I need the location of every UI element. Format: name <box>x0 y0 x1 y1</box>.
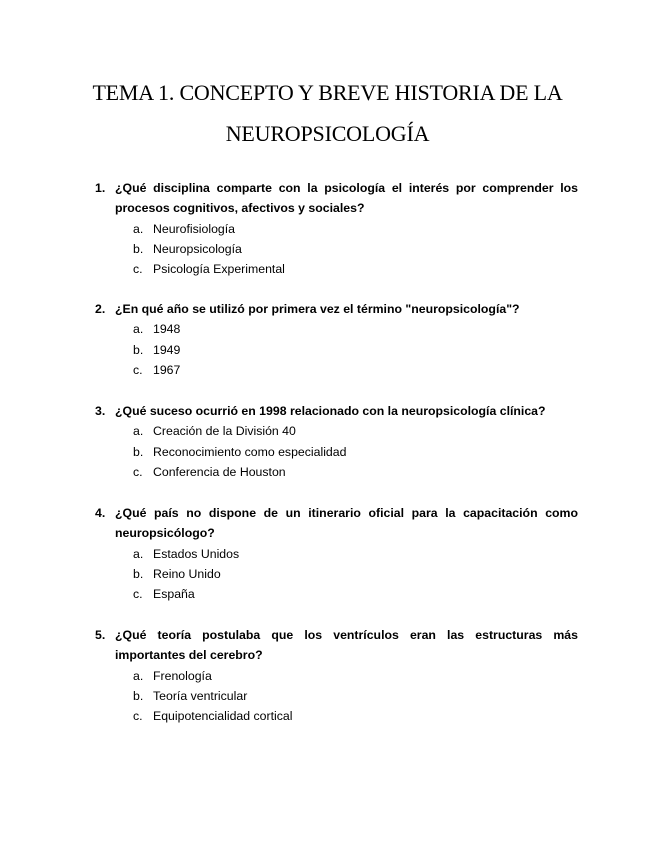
question-number: 1. <box>95 181 106 195</box>
option-c <box>95 462 578 482</box>
question-1 <box>95 178 578 279</box>
question-text: ¿Qué país no dispone de un itinerario oficial para la capacitación como neuropsicólogo? <box>115 506 578 541</box>
question-number: 3. <box>95 404 106 418</box>
question-text: ¿Qué suceso ocurrió en 1998 relacionado con la neuropsicología clínica? <box>115 404 546 418</box>
option-a <box>95 666 578 686</box>
option-text: Reino Unido <box>153 566 221 581</box>
title-line-1: TEMA 1. CONCEPTO Y BREVE HISTORIA DE LA <box>92 80 563 105</box>
option-letter: a. <box>133 668 144 683</box>
option-text: Conferencia de Houston <box>153 464 286 479</box>
option-text: Frenología <box>153 668 212 683</box>
question-2 <box>95 299 578 380</box>
options-list <box>95 544 578 605</box>
question-4 <box>95 503 578 604</box>
options-list <box>95 319 578 380</box>
question-5 <box>95 625 578 726</box>
title-line-2: NEUROPSICOLOGÍA <box>225 121 430 146</box>
options-list <box>95 219 578 280</box>
question-number: 5. <box>95 628 106 642</box>
option-letter: a. <box>133 424 144 439</box>
option-letter: b. <box>133 444 144 459</box>
option-letter: b. <box>133 342 144 357</box>
option-text: 1949 <box>153 342 181 357</box>
option-c <box>95 259 578 279</box>
question-text: ¿Qué teoría postulaba que los ventrículos eran las estructuras más importantes del cerebro? <box>115 628 578 663</box>
option-letter: b. <box>133 241 144 256</box>
option-text: Estados Unidos <box>153 546 240 561</box>
question-text: ¿Qué disciplina comparte con la psicología el interés por comprender los procesos cognitivos, afectivos y sociales? <box>115 181 578 216</box>
option-letter: c. <box>133 587 143 602</box>
option-text: España <box>153 587 195 602</box>
option-a <box>95 319 578 339</box>
option-letter: c. <box>133 262 143 277</box>
option-text: Teoría ventricular <box>153 688 248 703</box>
option-b <box>95 686 578 706</box>
option-text: Creación de la División 40 <box>153 424 296 439</box>
option-letter: b. <box>133 566 144 581</box>
option-b <box>95 442 578 462</box>
option-text: Neuropsicología <box>153 241 242 256</box>
option-text: 1948 <box>153 322 181 337</box>
option-letter: a. <box>133 221 144 236</box>
option-a <box>95 219 578 239</box>
option-letter: b. <box>133 688 144 703</box>
option-letter: a. <box>133 546 144 561</box>
option-text: 1967 <box>153 362 181 377</box>
option-letter: c. <box>133 464 143 479</box>
question-text: ¿En qué año se utilizó por primera vez el término "neuropsicología"? <box>115 302 520 316</box>
option-c <box>95 360 578 380</box>
option-text: Equipotencialidad cortical <box>153 709 293 724</box>
option-a <box>95 544 578 564</box>
question-number: 2. <box>95 302 106 316</box>
question-3 <box>95 401 578 482</box>
options-list <box>95 421 578 482</box>
option-text: Neurofisiología <box>153 221 236 236</box>
page-title <box>0 72 655 154</box>
option-text: Reconocimiento como especialidad <box>153 444 347 459</box>
option-b <box>95 564 578 584</box>
option-text: Psicología Experimental <box>153 262 285 277</box>
option-b <box>95 340 578 360</box>
option-letter: c. <box>133 362 143 377</box>
options-list <box>95 666 578 727</box>
option-c <box>95 584 578 604</box>
question-number: 4. <box>95 506 106 520</box>
option-a <box>95 421 578 441</box>
option-c <box>95 706 578 726</box>
option-b <box>95 239 578 259</box>
option-letter: a. <box>133 322 144 337</box>
option-letter: c. <box>133 709 143 724</box>
